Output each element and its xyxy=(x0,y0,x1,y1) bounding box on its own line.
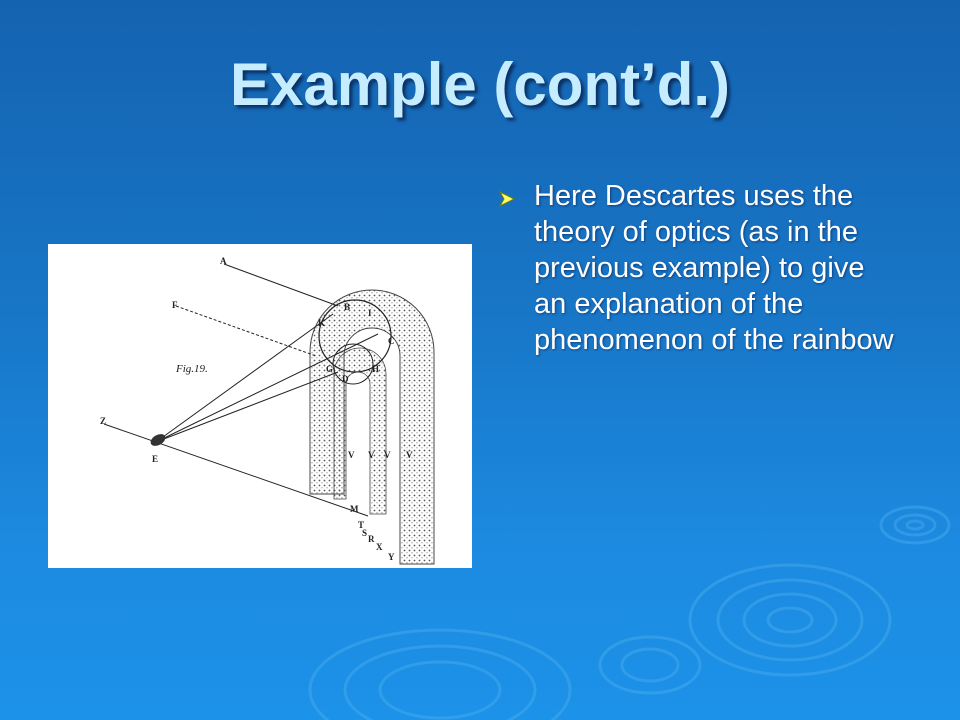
label-v4: V xyxy=(406,450,413,460)
bullet-item xyxy=(498,178,898,358)
figure-caption: Fig.19. xyxy=(176,363,208,375)
label-z: Z xyxy=(100,416,107,426)
label-t: T xyxy=(358,520,365,530)
bullet-text: Here Descartes uses the theory of optics (as in the previous example) to give an explanation of the phenomenon of the rainbow xyxy=(534,180,894,356)
label-e: E xyxy=(152,454,159,464)
label-c: C xyxy=(388,336,395,346)
label-f: F xyxy=(172,300,178,310)
eye-icon xyxy=(149,432,168,449)
label-s: S xyxy=(362,528,368,538)
slide-title: Example (cont’d.) xyxy=(229,51,731,118)
label-y: Y xyxy=(388,552,395,562)
label-x: X xyxy=(376,542,383,552)
label-k: K xyxy=(318,318,326,328)
label-v1: V xyxy=(348,450,355,460)
label-r: R xyxy=(368,534,375,544)
label-h: H xyxy=(372,364,380,374)
label-i: I xyxy=(368,308,372,318)
rainbow-diagram xyxy=(48,244,472,568)
label-m: M xyxy=(350,504,359,514)
descartes-rainbow-figure xyxy=(48,244,472,568)
arrow-bullet-icon xyxy=(498,178,534,213)
label-a: A xyxy=(220,256,227,266)
label-v3: V xyxy=(384,450,391,460)
label-g: G xyxy=(326,364,334,374)
label-v2: V xyxy=(368,450,375,460)
bullet-list xyxy=(498,178,898,358)
label-b: B xyxy=(344,302,351,312)
label-d: D xyxy=(342,374,349,384)
